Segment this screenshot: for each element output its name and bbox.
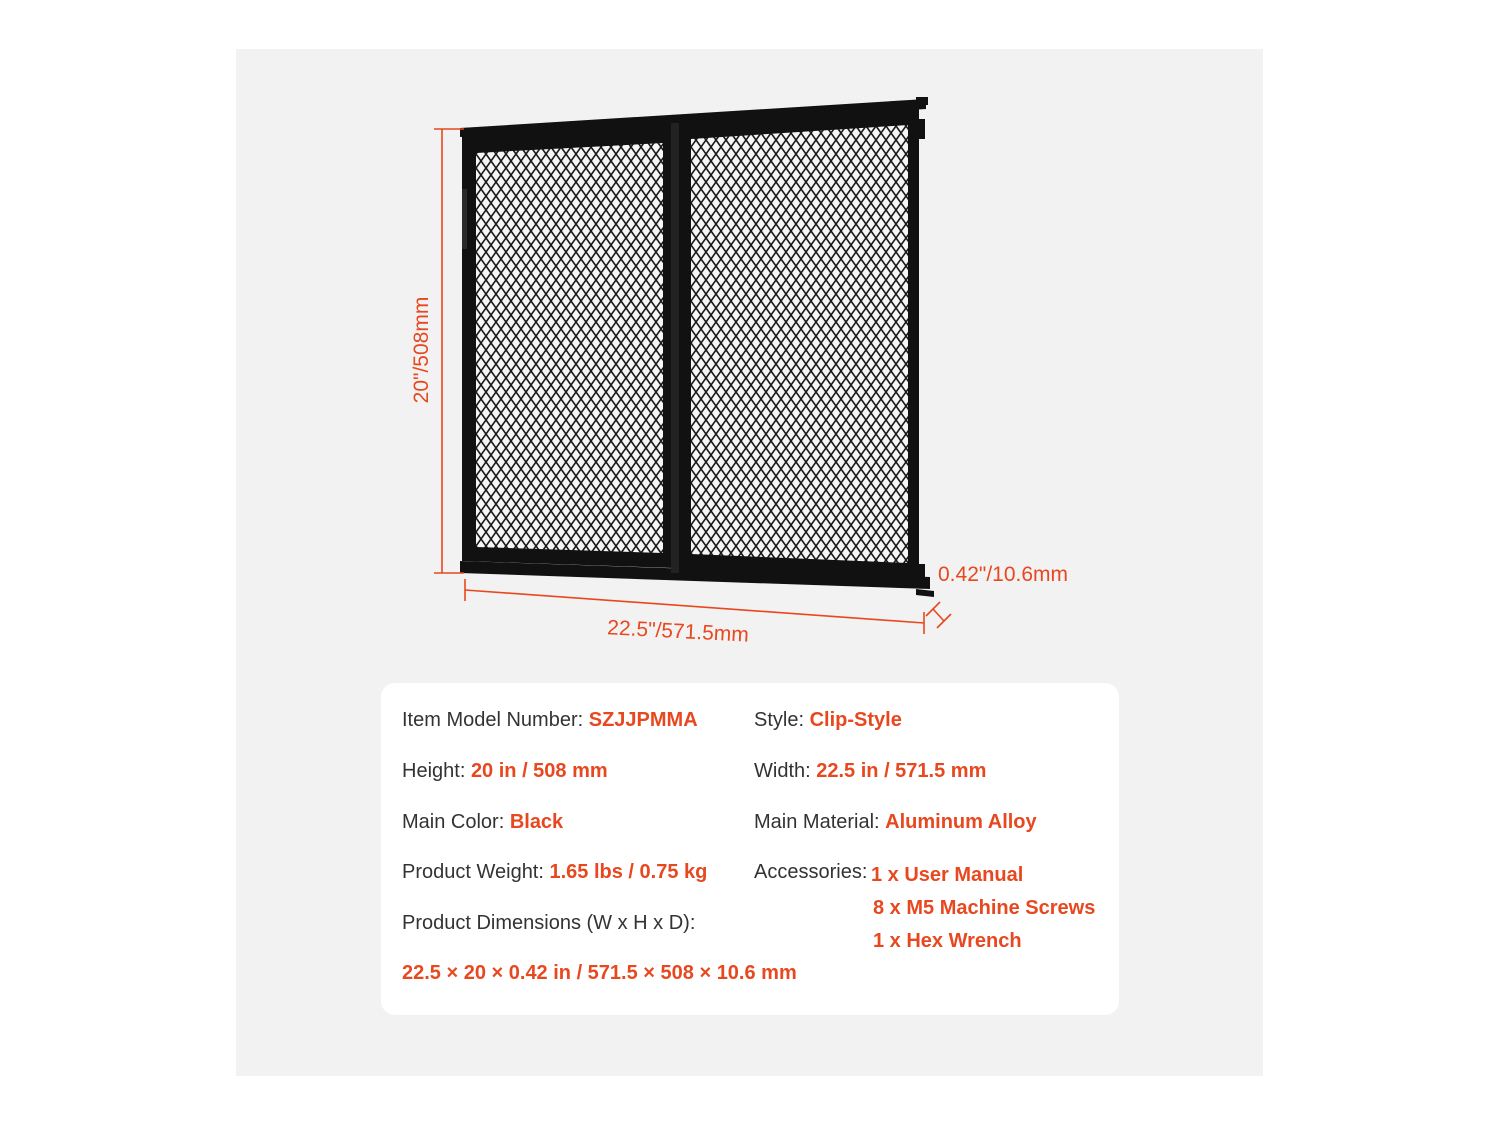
spec-dimensions-label: Product Dimensions (W x H x D): (402, 912, 696, 934)
spec-model-label: Item Model Number: (402, 709, 589, 731)
spec-accessories-label: Accessories: (754, 861, 868, 883)
spec-color-value: Black (509, 811, 564, 833)
accessory-item: 8 x M5 Machine Screws (873, 897, 1096, 919)
spec-model-value: SZJJPMMA (588, 709, 698, 731)
spec-style-label: Style: (754, 709, 810, 731)
spec-style-value: Clip-Style (809, 709, 902, 731)
spec-dimensions (402, 962, 797, 985)
depth-dimension-label: 0.42"/10.6mm (938, 563, 1069, 586)
spec-weight-label: Product Weight: (402, 861, 550, 883)
spec-weight (402, 861, 707, 884)
accessory-item: 1 x User Manual (871, 864, 1024, 886)
spec-width (754, 760, 986, 783)
spec-dimensions-value: 22.5 × 20 × 0.42 in / 571.5 × 508 × 10.6 mm (402, 962, 797, 984)
spec-width-value: 22.5 in / 571.5 mm (816, 760, 987, 782)
height-dimension-line (434, 129, 464, 573)
spec-height-value: 20 in / 508 mm (470, 760, 608, 782)
spec-accessories (754, 861, 867, 884)
product-image (236, 49, 1263, 689)
accessories-list (871, 859, 1095, 958)
accessory-item: 1 x Hex Wrench (873, 930, 1022, 952)
spec-material (754, 811, 1037, 834)
spec-style (754, 709, 902, 732)
depth-dimension-line (926, 602, 951, 628)
width-dimension-label: 22.5"/571.5mm (606, 616, 750, 647)
height-dimension-label: 20"/508mm (410, 296, 433, 404)
spec-height-label: Height: (402, 760, 471, 782)
spec-height (402, 760, 608, 783)
spec-card (381, 683, 1119, 1015)
spec-color (402, 811, 563, 834)
product-panel (236, 49, 1263, 1076)
spec-width-label: Width: (754, 760, 817, 782)
spec-material-label: Main Material: (754, 811, 886, 833)
spec-model (402, 709, 698, 732)
spec-weight-value: 1.65 lbs / 0.75 kg (549, 861, 708, 883)
spec-material-value: Aluminum Alloy (885, 811, 1037, 833)
fireplace-screen (460, 97, 934, 597)
spec-color-label: Main Color: (402, 811, 510, 833)
